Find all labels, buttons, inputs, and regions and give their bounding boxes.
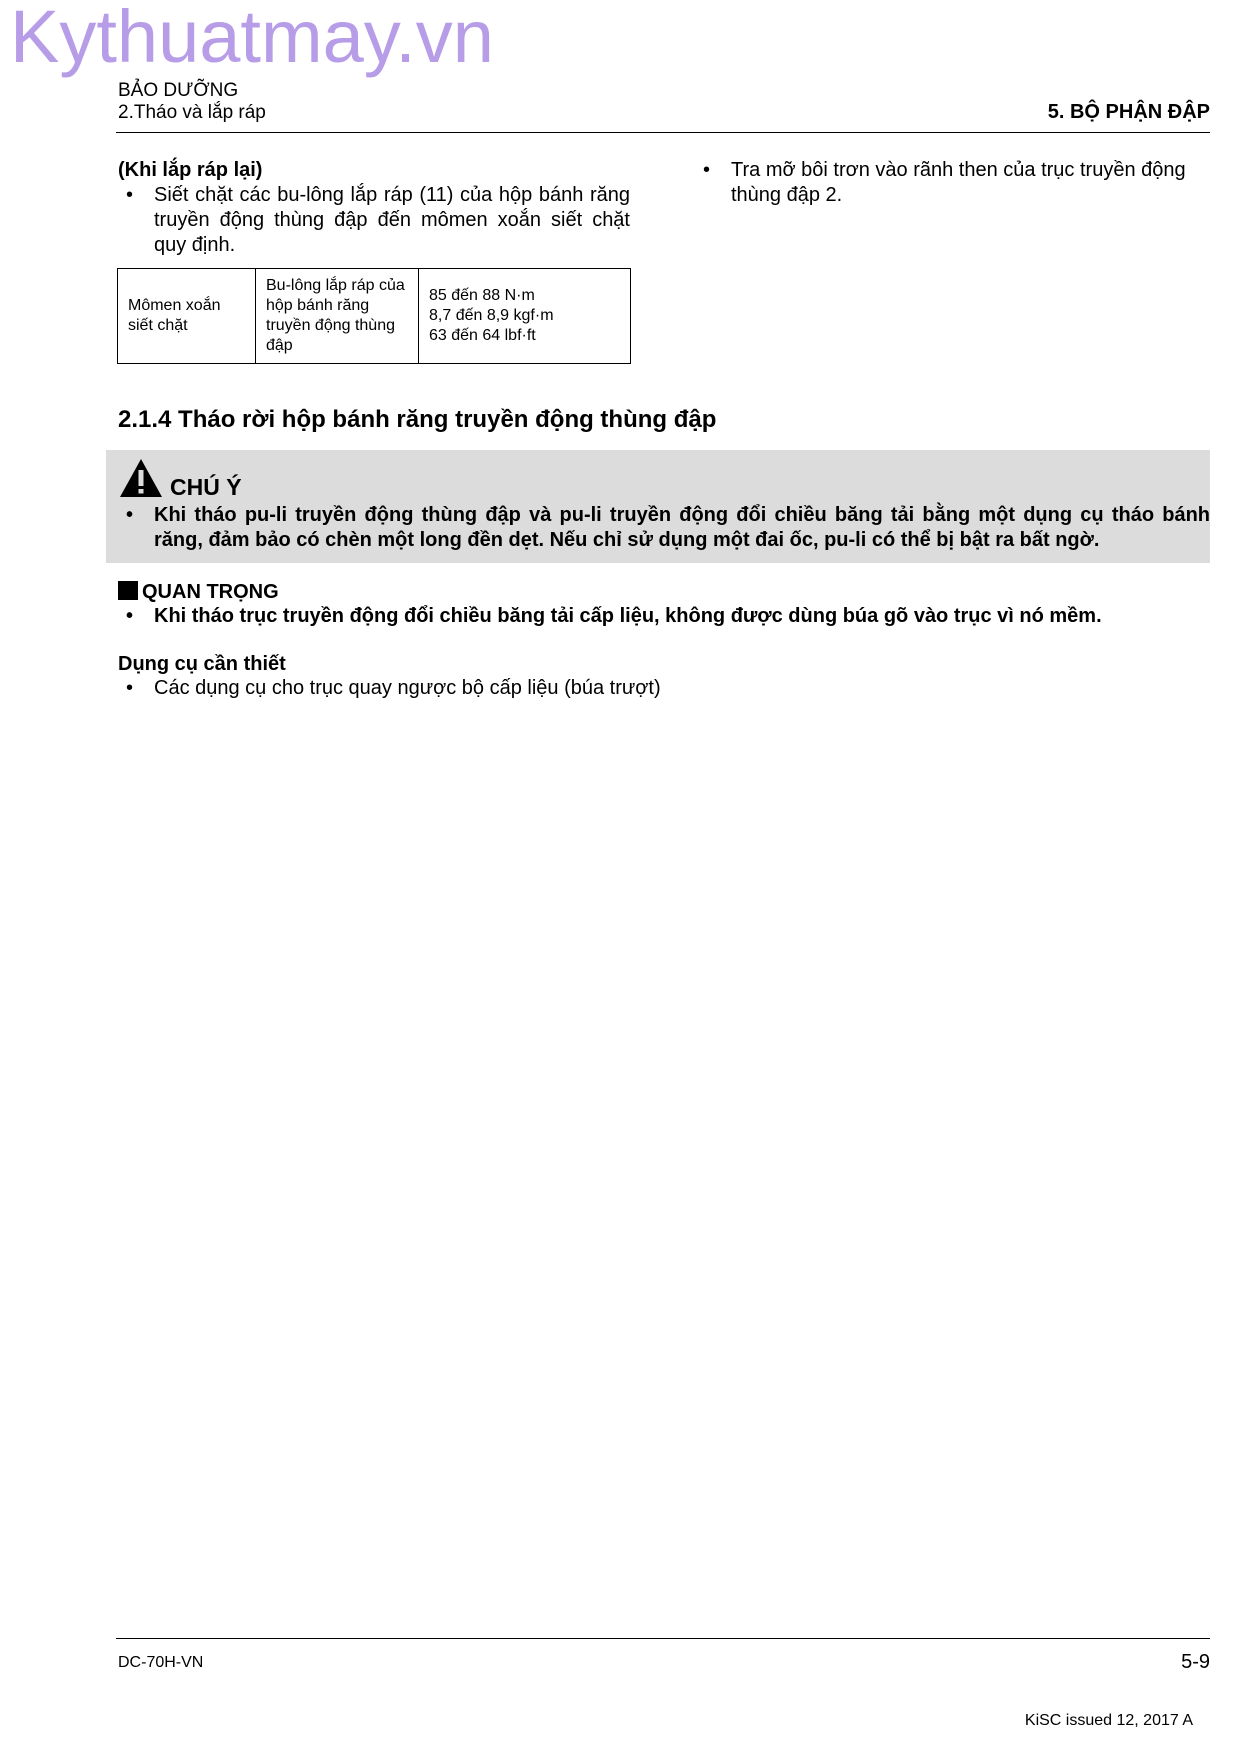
bullet-icon: • — [126, 504, 134, 526]
bullet-icon: • — [126, 677, 134, 699]
important-heading — [118, 581, 279, 604]
header-rule — [116, 132, 1210, 133]
bullet-icon: • — [703, 159, 711, 181]
bullet-icon: • — [126, 605, 134, 627]
important-bullet-row — [118, 604, 1210, 629]
doc-code: DC-70H-VN — [118, 1654, 204, 1671]
right-column — [695, 158, 1210, 208]
caution-bullet-row — [118, 503, 1210, 553]
page-number: 5-9 — [1181, 1651, 1210, 1673]
caution-bullet-text: Khi tháo pu-li truyền động thùng đập và pu-li truyền động đổi chiều băng tải bằng một dụng cụ tháo bánh răng, đảm bảo có chèn một long đền dẹt. Nếu chỉ sử dụng một đai ốc, pu-li có thể bị bật ra bất ngờ. — [154, 504, 1210, 551]
caution-title: CHÚ Ý — [170, 474, 242, 500]
list-item — [695, 158, 1210, 208]
tools-title: Dụng cụ cần thiết — [118, 653, 286, 675]
torque-part-cell: Bu-lông lắp ráp của hộp bánh răng truyền động thùng đập — [256, 269, 419, 364]
reassembly-heading: (Khi lắp ráp lại) — [118, 159, 263, 181]
bullet-icon: • — [126, 184, 134, 206]
black-square-icon — [118, 581, 138, 600]
torque-values-cell — [419, 269, 631, 364]
watermark-text: Kythuatmay.vn — [10, 0, 494, 78]
torque-value-kgfm: 8,7 đến 8,9 kgf·m — [429, 307, 554, 324]
important-title: QUAN TRỌNG — [142, 581, 279, 603]
header-title: BẢO DƯỠNG — [118, 80, 239, 101]
torque-label-cell: Mômen xoắn siết chặt — [118, 269, 256, 364]
caution-box — [106, 450, 1210, 563]
list-item — [118, 503, 1210, 553]
tools-bullet-text: Các dụng cụ cho trục quay ngược bộ cấp liệu (búa trượt) — [154, 677, 661, 699]
issue-note: KiSC issued 12, 2017 A — [1024, 1712, 1193, 1729]
footer-rule — [116, 1638, 1210, 1639]
left-column — [118, 158, 630, 258]
header-subtitle: 2.Tháo và lắp ráp — [118, 102, 266, 123]
reassembly-bullet-text: Siết chặt các bu-lông lắp ráp (11) của hộp bánh răng truyền động thùng đập đến mômen xoắn siết chặt quy định. — [154, 184, 630, 256]
section-title: 2.1.4 Tháo rời hộp bánh răng truyền động thùng đập — [118, 406, 717, 433]
list-item — [118, 676, 1210, 701]
torque-value-lbfft: 63 đến 64 lbf·ft — [429, 327, 536, 344]
important-bullet-text: Khi tháo trục truyền động đổi chiều băng tải cấp liệu, không được dùng búa gõ vào trục vì nó mềm. — [154, 605, 1102, 627]
chapter-title: 5. BỘ PHẬN ĐẬP — [1047, 101, 1210, 123]
tools-bullet-row — [118, 676, 1210, 701]
warning-triangle-icon — [119, 458, 163, 503]
list-item — [118, 604, 1210, 629]
table-row — [118, 269, 631, 364]
list-item — [118, 183, 630, 258]
torque-table — [117, 268, 631, 364]
torque-value-nm: 85 đến 88 N·m — [429, 287, 535, 304]
grease-bullet-text: Tra mỡ bôi trơn vào rãnh then của trục truyền động thùng đập 2. — [731, 159, 1186, 206]
